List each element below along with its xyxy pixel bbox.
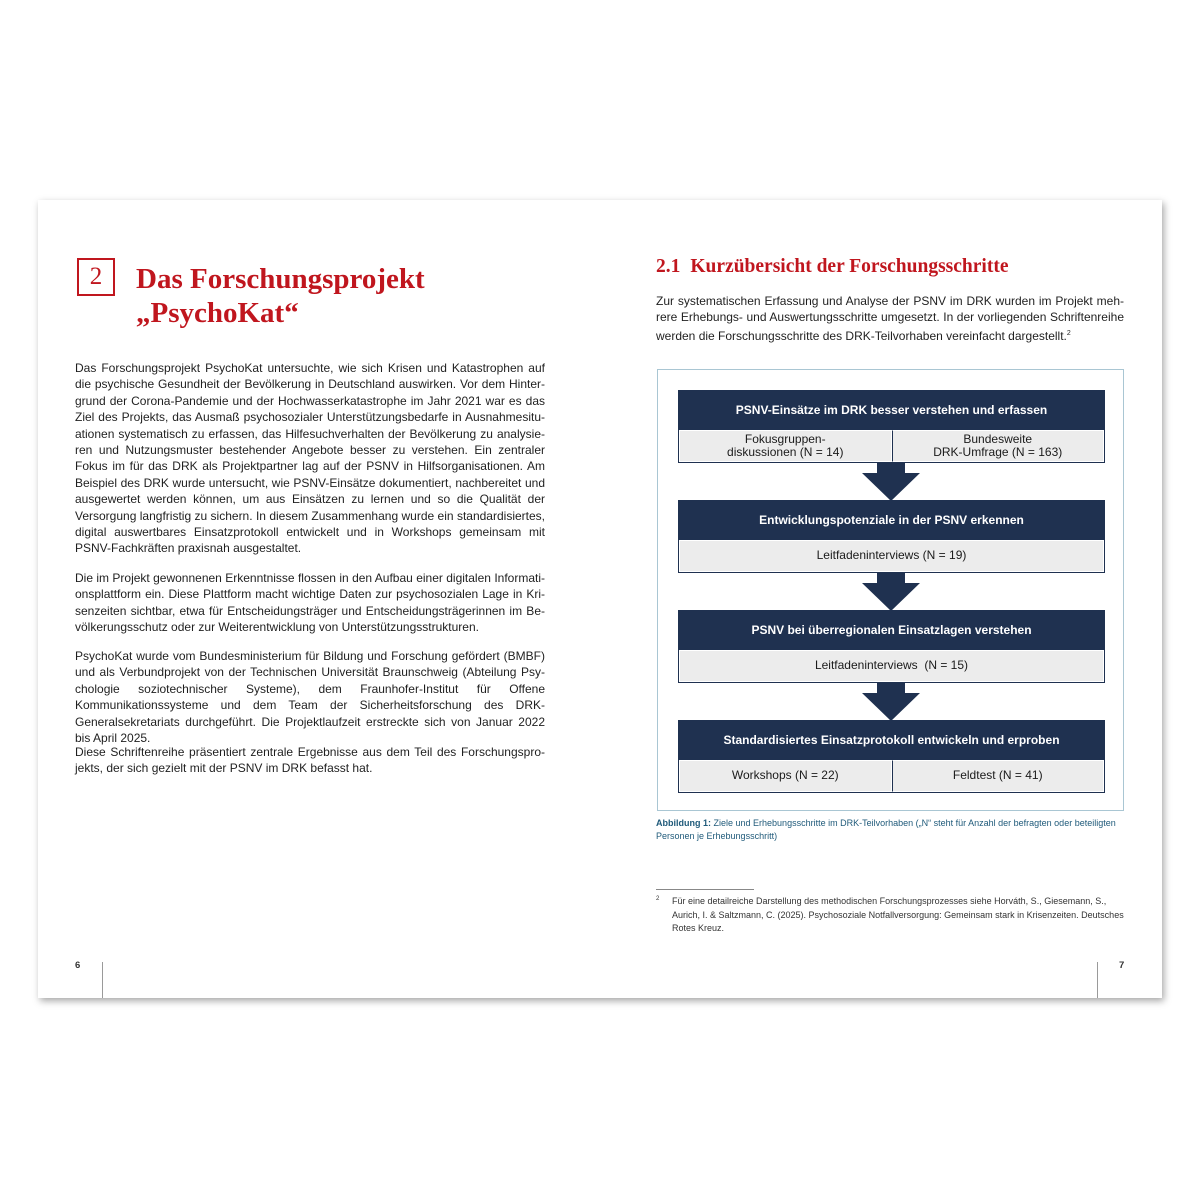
figure-caption-text: Ziele und Erhebungsschritte im DRK-Teilvorhaben („N“ steht für Anzahl der befragten oder beteiligten Personen je Erhebungsschritt) xyxy=(656,818,1116,841)
flow-step-1-title: PSNV-Einsätze im DRK besser verstehen und erfassen xyxy=(678,390,1105,430)
flow-step-2 xyxy=(678,500,1105,573)
flow-step-1-method-1: Fokusgruppen- diskussionen (N = 14) xyxy=(679,430,892,462)
flow-arrow-down-icon xyxy=(862,683,920,721)
page-divider-right xyxy=(1097,962,1098,998)
flow-step-3-method-1: Leitfadeninterviews (N = 15) xyxy=(679,650,1104,682)
flow-step-4-method-1: Workshops (N = 22) xyxy=(679,760,892,792)
section-title-text: Kurzübersicht der Forschungsschritte xyxy=(690,256,1009,277)
flow-step-4-method-2: Feldtest (N = 41) xyxy=(892,760,1105,792)
chapter-title-line2: „PsychoKat“ xyxy=(136,297,299,329)
flow-step-3 xyxy=(678,610,1105,683)
figure-caption xyxy=(656,817,1126,843)
paragraph-4: Diese Schriftenreihe präsentiert zentrale Ergebnisse aus dem Teil des Forschungsprojekts, der sich gezielt mit der PSNV im DRK befasst hat. xyxy=(75,745,545,776)
flow-step-4-title: Standardisiertes Einsatzprotokoll entwickeln und erproben xyxy=(678,720,1105,760)
flow-step-4-methods xyxy=(678,760,1105,793)
flow-step-2-title: Entwicklungspotenziale in der PSNV erkennen xyxy=(678,500,1105,540)
footnote-rule xyxy=(656,889,754,890)
flow-step-2-method-1: Leitfadeninterviews (N = 19) xyxy=(679,540,1104,572)
flow-arrow-down-icon xyxy=(862,573,920,611)
figure-caption-label: Abbildung 1: xyxy=(656,818,711,828)
book-spread xyxy=(38,200,1162,998)
paragraph-1: Das Forschungsprojekt PsychoKat untersuchte, wie sich Krisen und Katastrophen auf die psychische Gesundheit der Bevölkerung in Deutschland auswirken. Vor dem Hintergrund der Corona-Pandemie und der Hochwasserkatastrophe im Jahr 2021 war es das Ziel des Projekts, das Ausmaß psychosozialer Unterstützungsbedarfe in Ausnahmesituationen systematisch zu erfassen, das Hilfesuchverhalten der Bevölkerung zu analysieren und Nutzungsmuster bestehender Angebote besser zu verstehen. Ein zentraler Fokus im für das DRK als Projektpartner lag auf der PSNV in Hilfsorganisationen. Am Beispiel des DRK wurde untersucht, wie PSNV-Einsätze dokumentiert, nachbereitet und ausgewertet werden können, um aus Einsätzen zu lernen und so die Qualität der Versorgung langfristig zu sichern. In diesem Zusammenhang wurde ein standardisiertes, digital auswertbares Einsatzprotokoll entwickelt und in Workshops gemeinsam mit PSNV-Fachkräften praxisnah ausgestaltet. xyxy=(75,361,545,556)
section-title xyxy=(656,256,1009,278)
chapter-title xyxy=(136,262,556,330)
chapter-title-line1: Das Forschungsprojekt xyxy=(136,263,425,295)
footnote-mark: 2 xyxy=(656,896,660,902)
right-page xyxy=(600,200,1162,998)
page-number-right: 7 xyxy=(1119,960,1125,971)
intro-footnote-mark: 2 xyxy=(1066,329,1071,337)
page-number-left: 6 xyxy=(75,960,81,971)
flow-arrow-down-icon xyxy=(862,463,920,501)
flow-step-1-methods xyxy=(678,430,1105,463)
footnote xyxy=(656,895,1124,936)
section-number: 2.1 xyxy=(656,256,681,277)
flow-step-4 xyxy=(678,720,1105,793)
intro-paragraph xyxy=(656,293,1124,344)
flow-step-3-title: PSNV bei überregionalen Einsatzlagen verstehen xyxy=(678,610,1105,650)
paragraph-3: PsychoKat wurde vom Bundesministerium für Bildung und Forschung gefördert (BMBF) und als Verbundprojekt von der Technischen Universität Braunschweig (Abteilung Psychologie soziotechnischer Systeme), dem Fraunhofer-Institut für Offene Kommunikationssysteme und dem Team der Sicherheitsforschung des DRK-Generalsekretariats durchgeführt. Die Projektlaufzeit erstreckte sich von Januar 2022 bis April 2025. xyxy=(75,649,545,746)
flow-step-1 xyxy=(678,390,1105,463)
flow-step-1-method-2: Bundesweite DRK-Umfrage (N = 163) xyxy=(892,430,1105,462)
paragraph-2: Die im Projekt gewonnenen Erkenntnisse flossen in den Aufbau einer digitalen Informationsplattform ein. Diese Plattform macht wichtige Daten zur psychosozialen Lage in Krisenzeiten sichtbar, etwa für Entscheidungsträger und Entscheidungsträgerinnen im Bevölkerungsschutz oder zur Weiterentwicklung von Unterstützungsstrukturen. xyxy=(75,571,545,635)
figure-flowchart xyxy=(657,369,1124,811)
chapter-number-box: 2 xyxy=(77,258,115,296)
flow-step-2-methods xyxy=(678,540,1105,573)
footnote-text: Für eine detailreiche Darstellung des methodischen Forschungsprozesses siehe Horváth, S., Giesemann, S., Aurich, I. & Saltzmann, C. (2025). Psychosoziale Notfallversorgung: Gemeinsam stark in Krisenzeiten. Deutsches Rotes Kreuz. xyxy=(672,896,1124,933)
page-divider-left xyxy=(102,962,103,998)
left-page xyxy=(38,200,600,998)
flow-step-3-methods xyxy=(678,650,1105,683)
intro-text: Zur systematischen Erfassung und Analyse der PSNV im DRK wurden im Projekt mehrere Erhebungs- und Auswertungsschritte umgesetzt. In der vorliegenden Schriftenreihe werden die Forschungsschritte des DRK-Teilvorhaben vereinfacht dargestellt. xyxy=(656,294,1124,343)
